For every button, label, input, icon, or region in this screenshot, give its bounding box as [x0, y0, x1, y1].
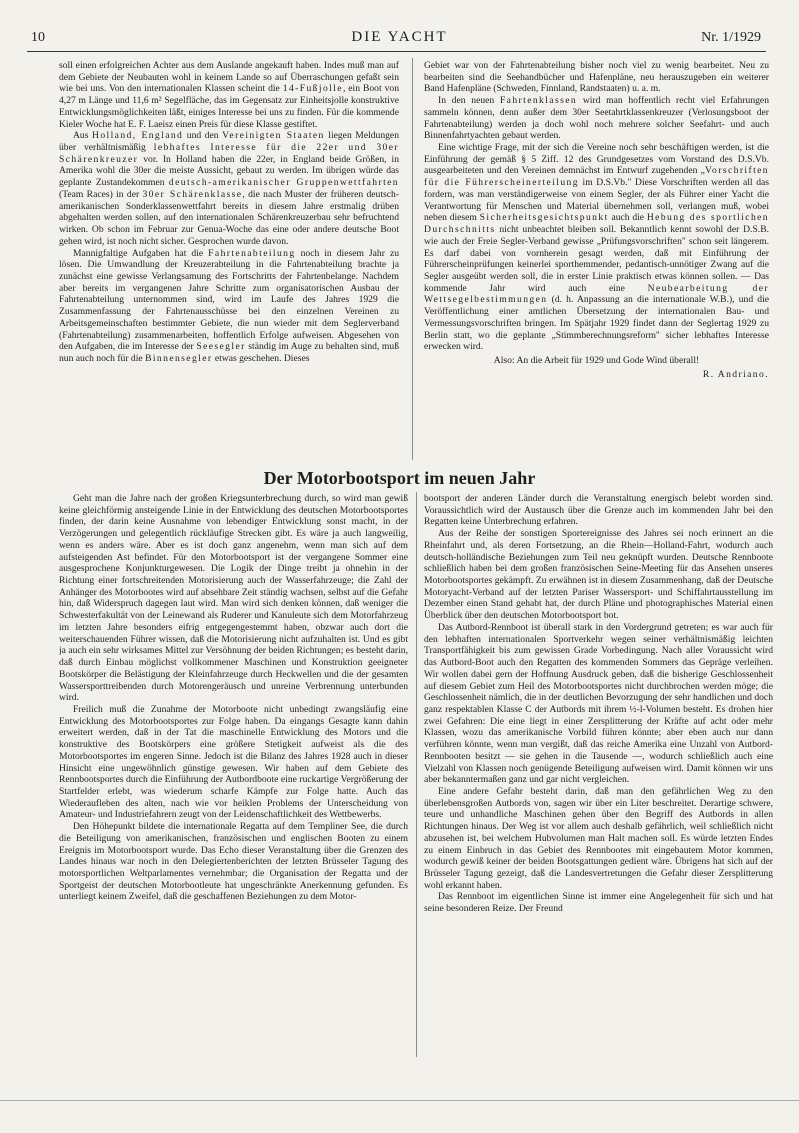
paragraph: Das Autbord-Rennboot ist überall stark in den Vordergrund getreten; es war auch für den lebhaften internationalen Sportverkehr wegen seiner verhältnismäßig leichten Transportfähigkeit bis zum gewissen Grade Vorbedingung. Nach aller Voraussicht wird das Autbord-Boot auch den Regatten des kommenden Sommers das Gepräge verleihen. Wir wollen dabei gern der Hoffnung Ausdruck geben, daß die bisherige Geschlossenheit auf diesem Gebiet zum Heil des Motorbootsportes nicht durchbrochen werden möge; die Geschlossenheit nämlich, die in der deutlichen Bevorzugung der sehr handlichen und doch ganz respektablen Klasse C der Autbords mit ihrem ½-l-Volumen besteht. Es drohen hier zwei Gefahren: Die eine liegt in einer Zersplitterung der Kräfte auf acht oder mehr Klassen, wozu das amerikanische Vorbild führen könnte; aber eben auch nur dann verführen könnte, wenn man vergißt, daß das reiche Amerika eine Unzahl von Autbord-Rennbooten besitzt — sie gehen in die Tausende —, wodurch schließlich auch eine Vielzahl von Klassen noch genügende Beteiligung aufweisen wird. Damit können wir uns aber bekanntermaßen ganz und gar nicht vergleichen.	[424, 621, 773, 786]
article-right-column	[424, 493, 773, 915]
paragraph: Freilich muß die Zunahme der Motorboote nicht unbedingt zwangsläufig eine Entwicklung des Motorbootsportes zur Folge haben. Da eingangs Gesagte kann dahin erweitert werden, daß in der Tat die maschinelle Entwicklung des Motors und die konstruktive des Bootskörpers eine größere Stetigkeit aufweist als die des Motorbootsportes im engeren Sinne. Jedoch ist die Bilanz des Jahres 1928 auch in dieser Hinsicht eine ungewöhnlich günstige gewesen. Wir haben auf dem Gebiete des Rennbootsportes durch die Einführung der Autbordboote eine ruckartige Vergrößerung der Startfelder erlebt, was wiederum scharfe Kämpfe zur Folge hatte. Auch das Wiederaufleben des alten, nach wie vor heiklen Problems der Unterscheidung von Amateur- und Industriefahrern zeugt von der Leidenschaftlichkeit des Wettbewerbs.	[59, 703, 408, 821]
paragraph: In den neuen Fahrtenklassen wird man hoffentlich recht viel Erfahrungen sammeln können, denn außer dem 30er Seetahrtklassenkreuzer (Verlosungsboot der Fahrtenabteilung) werden ja doch wohl noch mehrere solcher Seefahrt- und auch Binnenfahrtyachten gebaut werden.	[424, 95, 769, 142]
paragraph: Eine wichtige Frage, mit der sich die Vereine noch sehr beschäftigen werden, ist die Einführung der gemäß § 5 Ziff. 12 des Grundgesetzes vom Vorstand des D.S.Vb. ausgearbeiteten und den Vereinen demnächst im Entwurf zugehenden „Vorschriften für die Führerscheinerteilung im D.S.Vb." Diese Vorschriften werden all das fordern, was man verständigerweise von einem Segler, der als Führer einer Yacht die Verantwortung für Menschen und Material übernehmen soll, verlangen muß, wobei neben diesem Sicherheitsgesichtspunkt auch die Hebung des sportlichen Durchschnitts nicht unbeachtet bleiben soll. Bekanntlich kennt sowohl der D.S.B. wie auch der Freie Segler-Verband gewisse „Prüfungsvorschriften" schon seit längerem. Es darf dabei von vornherein gesagt werden, daß mit Einführung der Führerscheinprüfungen keinerlei sporthemmender, pedantisch-unnötiger Zwang auf die Segler ausgeübt werden soll, die in erster Linie praktisch etwas können sollen. — Das kommende Jahr wird auch eine Neubearbeitung der Wettsegelbestimmungen (d. h. Anpassung an die internationale W.B.), und die Veröffentlichung einer amtlichen Übersetzung der internationalen Bau- und Vermessungsvorschriften bringen. Im Spätjahr 1929 findet dann der Seglertag 1929 zu Berlin statt, wo die geplante „Stimmberechnungsreform" sicher lebhaftes Interesse erwecken wird.	[424, 142, 769, 353]
paragraph: Gebiet war von der Fahrtenabteilung bisher noch viel zu wenig bearbeitet. Neu zu bearbeiten sind die Seehandbücher und Hafenpläne, neu herauszugeben ein weiterer Band Hafenpläne (Schweden, Finnland, Randstaaten) u. a. m.	[424, 60, 769, 95]
paragraph: bootsport der anderen Länder durch die Veranstaltung energisch belebt worden sind. Voraussichtlich wird der Austausch über die Grenze auch im kommenden Jahr bei den Regatten keine Unterbrechung erfahren.	[424, 493, 773, 528]
page-number: 10	[31, 30, 45, 45]
top-right-column	[424, 60, 769, 380]
spaced-emphasis: Seesegler	[196, 341, 246, 353]
closing-line: Also: An die Arbeit für 1929 und Gode Wind überall!	[493, 354, 700, 366]
author-signature: R. Andriano.	[702, 368, 769, 380]
spaced-emphasis: Holland, England	[92, 130, 184, 142]
article-title: Der Motorbootsport im neuen Jahr	[263, 468, 536, 488]
spaced-emphasis: 30er Schärenklasse	[142, 188, 243, 200]
spaced-emphasis: Hebung des sportlichen Durchschnitts	[424, 212, 769, 236]
paragraph: Mannigfaltige Aufgaben hat die Fahrtenabteilung noch in diesem Jahr zu lösen. Die Umwandlung der Kreuzerabteilung in die Fahrtenabteilung brachte ja zunächst eine gewisse Verlangsamung des Fortschritts der Fahrtenbelange. Nachdem aber bereits im vergangenen Jahre Schritte zum organisatorischen Ausbau der Fahrtenabteilung unternommen sind, wird im Laufe des Jahres 1929 die Zusammenfassung der Fahrtenausschüsse bei den einzelnen Vereinen zu Arbeitsgemeinschaften bestimmter Gebiete, die nun wieder mit dem Seglerverband (Fahrtenabteilung) zusammenarbeiten, hoffentlich Erfolge aufweisen. Abgesehen von den Aufgaben, die im Interesse der Seesegler ständig im Auge zu behalten sind, muß nun auch noch für die Binnensegler etwas geschehen. Dieses	[59, 247, 399, 364]
header-rule	[27, 51, 766, 52]
paragraph: soll einen erfolgreichen Achter aus dem Auslande angekauft haben. Indes muß man auf dem Gebiete der Neubauten wohl in keinem Lande so auf Überraschungen gefaßt sein wie bei uns. Von den internationalen Klassen scheint die 14-Fußjolle, ein Boot von 4,27 m Länge und 11,6 m² Segelfläche, das im Gegensatz zur Einheitsjolle konstruktive Entwicklungsmöglichkeiten läßt, einiges Interesse bei uns zu finden. Für die kommende Kieler Woche hat E. F. Laeisz einen Preis für diese Klasse gestiftet.	[59, 60, 399, 130]
paragraph: Den Höhepunkt bildete die internationale Regatta auf dem Templiner See, die durch die Beteiligung von amerikanischen, französischen und englischen Booten zu einem Ereignis im Motorbootsport wurde. Das Echo dieser Veranstaltung über die Grenzen des Landes hinaus war noch in den Delegiertenberichten der letzten Brüsseler Tagung des motorsportlichen Weltparlamentes vernehmbar; die Organisation der Regatta und der Sportgeist der deutschen Motorbootleute hat ungeschränkte Anerkennung gefunden. Es unterliegt keinem Zweifel, daß die geschaffenen Beziehungen zu dem Motor-	[59, 821, 408, 903]
paragraph: Geht man die Jahre nach der großen Kriegsunterbrechung durch, so wird man gewiß keine gleichförmig ansteigende Linie in der Entwicklung des deutschen Motorbootsportes finden, der darin keine Ausnahme von lebendiger Entwicklung sonst macht, in der Verzögerungen und gelegentlich rückläufige Strecken gibt. Es wäre ja auch langweilig, wenn es anders wäre. Aber es ist doch ganz angenehm, wenn man sich auf dem aufsteigenden Ast befindet. Für den Motorbootsport ist der vergangene Sommer eine ausgesprochene Konjunkturgewesen. Die Logik der Dinge treibt ja ohnehin in der Richtung einer fortschreitenden Motorisierung auch der Wasserfahrzeuge; die Zahl der Anhänger des Motorbootes wird auf absehbare Zeit ständig wachsen, selbst auf die Gefahr hin, daß Widerspruch dagegen laut wird. Man wird sich denken können, daß weniger die Schwesterfakultät von der Leinewand als Ruderer und Kanuleute sich dem Motorfahrzeug im letzten Jahre besonders eifrig entgegengestemmt haben, obzwar auch dort die weiterschauenden Führer wissen, daß die Motorisierung nicht aufzuhalten ist. Und es gibt ja auch ein sehr wirksames Mittel zur Versöhnung der beiden Richtungen; es besteht darin, daß durch Einbau möglichst vollkommener Maschinen und Konstruktion geeigneter Bootskörper die Belästigung der Kleinfahrzeuge durch Heckwellen und die der gesamten Wassersporttreibenden durch Motorengeräusch und unreine Verbrennung unterbunden wird.	[59, 493, 408, 704]
article-left-column	[59, 493, 408, 903]
journal-title: DIE YACHT	[351, 29, 448, 45]
spaced-emphasis: Fahrtenklassen	[499, 95, 578, 107]
spaced-emphasis: Binnensegler	[145, 352, 213, 364]
page-bottom-edge	[0, 1100, 799, 1101]
spaced-emphasis: deutsch-amerikanischer Gruppenwettfahrten	[168, 177, 399, 189]
paragraph: Aus der Reihe der sonstigen Sportereignisse des Jahres sei noch erinnert an die Rheinfahrt und, als deren Fortsetzung, an die Rhein—Holland-Fahrt, wodurch auch deutsch-holländische Beziehungen zum Teil neu geknüpft wurden. Deutsche Rennboote schließlich haben bei dem großen französischen Seine-Meeting für das Ansehen unseres Motorbootsportes gekämpft. Zu erwähnen ist in diesem Zusammenhang, daß der Deutsche Motoryacht-Verband auf der letzten Pariser Wassersport- und Schiffahrtausstellung im Dezember einen Stand gehabt hat, der durch Pläne und photographisches Material einen Überblick über den deutschen Motorbootsport bot.	[424, 528, 773, 622]
spaced-emphasis: Fahrtenabteilung	[208, 247, 296, 259]
spaced-emphasis: Neubearbeitung der Wettsegelbestimmungen	[424, 282, 769, 306]
spaced-emphasis: Vorschriften für die Führerscheinerteilung	[424, 165, 769, 189]
column-divider	[416, 492, 417, 1057]
paragraph: Das Rennboot im eigentlichen Sinne ist immer eine Angelegenheit für sich und hat seine besonderen Reize. Der Freund	[424, 891, 773, 915]
spaced-emphasis: Sicherheitsgesichtspunkt	[479, 212, 609, 224]
spaced-emphasis: Vereinigten Staaten	[222, 130, 325, 142]
spaced-emphasis: 14-Fußjolle	[282, 83, 343, 95]
issue-number: Nr. 1/1929	[701, 30, 761, 45]
column-divider	[412, 58, 413, 460]
paragraph: Aus Holland, England und den Vereinigten Staaten liegen Meldungen über verhältnismäßig lebhaftes Interesse für die 22er und 30er Schärenkreuzer vor. In Holland haben die 22er, in England beide Größen, in Amerika wohl die 30er die meiste Aussicht, gebaut zu werden. Im übrigen würde das geplante Zustandekommen deutsch-amerikanischer Gruppenwettfahrten (Team Races) in der 30er Schärenklasse, die nach Muster der früheren deutsch-amerikanischen Sonderklassenwettfahrt bereits in diesem Jahre erstmalig drüben abgehalten werden sollen, auf den internationalen Schärenkreuzerbau sehr befruchtend wirken. Ob schon im Februar zur Genua-Woche das eine oder andere deutsche Boot gehen wird, ist noch nicht sicher. Gesprochen wurde davon.	[59, 130, 399, 247]
paragraph: Eine andere Gefahr besteht darin, daß man den gefährlichen Weg zu den überlebensgroßen Autbords von, sagen wir über ein Liter beschreitet. Derartige schwere, teure und unhandliche Maschinen gehen über den Begriff des Autbords in allen Richtungen hinaus. Der Weg ist vor allem auch deshalb gefährlich, weil schließlich nicht abzusehen ist, bei welchem Hubvolumen man Halt machen soll. Es würde letzten Endes zu einem Einbruch in das Gebiet des Rennbootes mit eingebautem Motor kommen, wodurch gewiß keiner der beiden Bootsgattungen gedient wäre. Übrigens hat sich auf der Brüsseler Tagung gezeigt, daß die Landesvertretungen die Gefahr dieser Zersplitterung wohl erkannt haben.	[424, 785, 773, 891]
spaced-emphasis: lebhaftes Interesse für die 22er und 30er Schärenkreuzer	[59, 142, 399, 165]
top-left-column	[59, 60, 399, 365]
